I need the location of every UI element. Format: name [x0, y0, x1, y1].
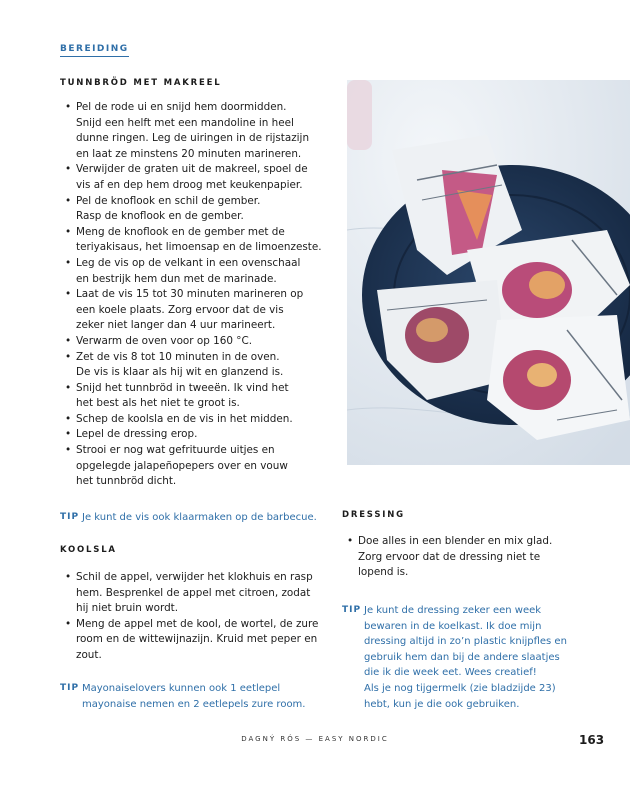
- tip-text: Mayonaiselovers kunnen ook 1 eetlepel mayonaise nemen en 2 eetlepels zure room.: [82, 683, 306, 710]
- tip-text: Je kunt de dressing zeker een week bewaren in de koelkast. Ik doe mijn dressing altijd in zo’n plastic knijpfles en gebruik hem dan bij de andere slaatjes die ik die week eet. Wees creatief! Als je nog tijgermelk (zie bladzijde 23) hebt, kun je die ook gebruiken.: [364, 605, 567, 710]
- dressing-tip: [342, 603, 612, 712]
- glass-icon: [347, 80, 372, 150]
- koolsla-tip: [60, 681, 340, 712]
- koolsla-steps: [62, 570, 332, 664]
- step-item: • Verwijder de graten uit de makreel, spoel de vis af en dep hem droog met keukenpapier.: [62, 162, 332, 193]
- tip-text: Je kunt de vis ook klaarmaken op de barbecue.: [82, 512, 317, 523]
- step-item: • Snijd het tunnbröd in tweeën. Ik vind het het best als het niet te groot is.: [62, 381, 332, 412]
- step-item: • Schil de appel, verwijder het klokhuis en rasp hem. Besprenkel de appel met citroen, zodat hij niet bruin wordt.: [62, 570, 332, 617]
- step-item: • Leg de vis op de velkant in een ovenschaal en bestrijk hem dun met de marinade.: [62, 256, 332, 287]
- tip-label: TIP: [60, 683, 80, 693]
- tunnbrod-heading: TUNNBRÖD MET MAKREEL: [60, 78, 222, 88]
- dressing-heading: DRESSING: [342, 510, 405, 520]
- step-item: • Laat de vis 15 tot 30 minuten marineren op een koele plaats. Zorg ervoor dat de vis zeker niet langer dan 4 uur marineert.: [62, 287, 332, 334]
- section-label: BEREIDING: [60, 44, 129, 57]
- page-number: 163: [579, 733, 605, 747]
- step-item: • Strooi er nog wat gefrituurde uitjes en opgelegde jalapeñopepers over en vouw het tunnbröd dicht.: [62, 443, 332, 490]
- step-item: • Meng de knoflook en de gember met de teriyakisaus, het limoensap en de limoenzeste.: [62, 225, 332, 256]
- step-item: • Schep de koolsla en de vis in het midden.: [62, 412, 332, 428]
- tip-label: TIP: [342, 605, 362, 615]
- step-item: • Zet de vis 8 tot 10 minuten in de oven. De vis is klaar als hij wit en glanzend is.: [62, 350, 332, 381]
- step-item: • Verwarm de oven voor op 160 °C.: [62, 334, 332, 350]
- step-item: • Lepel de dressing erop.: [62, 427, 332, 443]
- food-photo: [347, 80, 630, 465]
- step-item: • Doe alles in een blender en mix glad. Zorg ervoor dat de dressing niet te lopend is.: [344, 534, 604, 581]
- tunnbrod-steps: [62, 100, 332, 490]
- step-item: • Pel de rode ui en snijd hem doormidden. Snijd een helft met een mandoline in heel dunne ringen. Leg de uiringen in de rijstazijn en laat ze minstens 20 minuten marineren.: [62, 100, 332, 162]
- footer-credit: DAGNÝ RÓS — EASY NORDIC: [241, 735, 389, 743]
- step-item: • Meng de appel met de kool, de wortel, de zure room en de wittewijnazijn. Kruid met peper en zout.: [62, 617, 332, 664]
- koolsla-heading: KOOLSLA: [60, 545, 117, 555]
- tip-label: TIP: [60, 512, 80, 522]
- dressing-steps: [344, 534, 604, 581]
- step-item: • Pel de knoflook en schil de gember. Rasp de knoflook en de gember.: [62, 194, 332, 225]
- tunnbrod-tip: [60, 510, 340, 526]
